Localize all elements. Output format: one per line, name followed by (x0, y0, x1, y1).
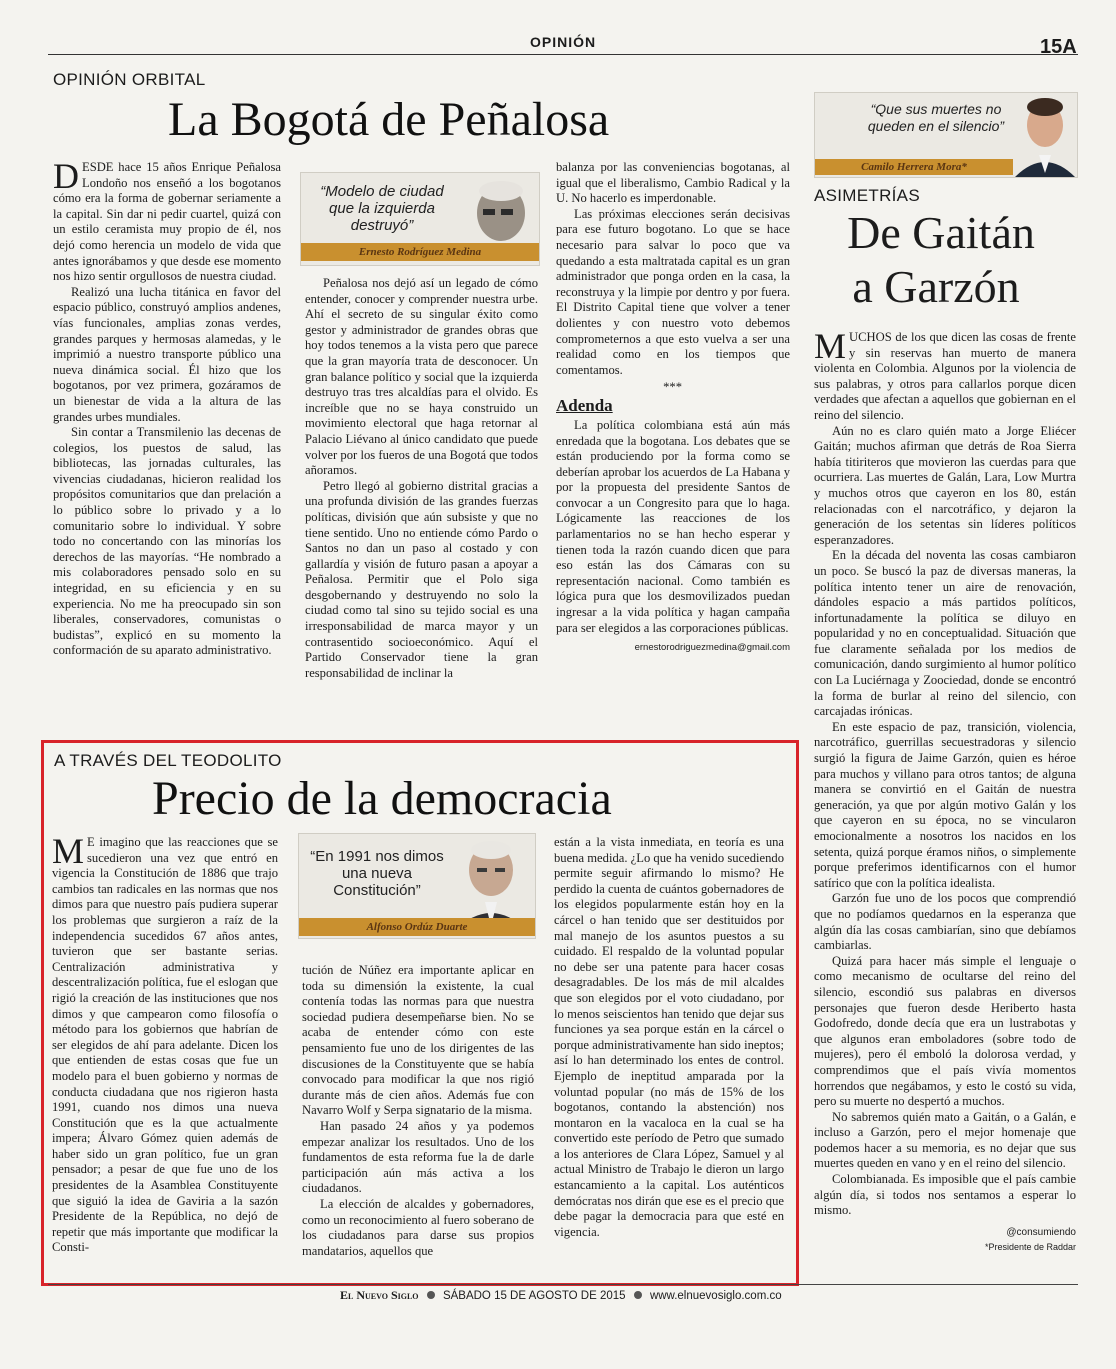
paragraph: Sin contar a Transmilenio las decenas de colegios, los puestos de salud, las bibliotecas, las jornadas culturales, las vivencias ciudadanas, hicieron realidad los propósitos comunitarios que dan prelación a lo público sobre lo privado y a lo comunitario sobre lo individual. Y sobre todo no concertando con las minorías los derechos de las mayorías. “He nombrado a mis colaboradores pensado solo en su integridad, en su eficiencia y en su experiencia. No me ha preocupado sin son liberales, conservadores, comunistas o budistas”, explicó en su momento la conformación de su aparato administrativo. (53, 425, 281, 658)
drop-cap: D (53, 156, 79, 196)
separator-stars: *** (663, 380, 682, 395)
author-byline: Ernesto Rodríguez Medina (301, 243, 539, 261)
paragraph: Quizá para hacer más simple el lenguaje o como mecanismo de ocultarse del reino del silencio, escondió sus palabras en diversos personajes que fueron desde Heriberto hasta Godofredo, donde decía que era un lustrabotas y que algunos eran emboladores (sobre todo de mujeres), pero él emboló la dolorosa verdad, y comprendimos que el país vivía momentos horrendos que negábamos, y esto le costó su vida, pero su muerte no despertó a muchos. (814, 953, 1076, 1109)
article-headline (806, 206, 1076, 314)
pull-quote: “Que sus muertes no queden en el silencio” (867, 101, 1005, 134)
footer-website[interactable]: www.elnuevosiglo.com.co (649, 1290, 782, 1302)
bullet-icon (427, 1291, 435, 1299)
page-number: 15A (1040, 36, 1077, 58)
paragraph: En la década del noventa las cosas cambiaron un poco. Se buscó la paz de diversas maneras, la política intento tener un aire de renovación, dándoles espacio a más partidos políticos, infortunadamente la política se diluyo en popularidad y no en conceptualidad. Situación que fue claramente señalada por los medios de comunicación, dando surgimiento al humor político con La Luciérnaga y Zoociedad, donde se encontró la forma de burlar al reino del silencio, con carcajadas irónicas. (814, 548, 1076, 719)
footer-date: SÁBADO 15 DE AGOSTO DE 2015 (442, 1290, 626, 1302)
page-footer (0, 1284, 1116, 1308)
article-gaitan-garzon (806, 60, 1076, 1280)
pull-quote: “Modelo de ciudad que la izquierda destruyó” (320, 183, 444, 234)
pull-quote: “En 1991 nos dimos una nueva Constitución” (310, 848, 444, 899)
paragraph: La política colombiana está aún más enredada que la bogotana. Los debates que se están produciendo por la forma como se deberían aprobar los acuerdos de La Habana y por la propuesta del presidente Santos de convocar a un Congresito para que lo haga. Lógicamente las reacciones de los parlamentarios no se han hecho esperar y tienen toda la razón cuando dicen que para eso están las dos Cámaras con su representación nacional. Como también es lógica pura que los desmovilizados puedan ingresar a la vida política y hagan campaña para ser elegidos a las corporaciones públicas. (556, 417, 790, 635)
paragraph: balanza por las conveniencias bogotanas, al igual que el liberalismo, Cambio Radical y la U. No hacerlo es imperdonable. (556, 160, 790, 206)
article-headline: Precio de la democracia (152, 772, 612, 825)
paragraph: Han pasado 24 años y ya podemos empezar analizar los resultados. Uno de los fundamentos de esta reforma fue la de darle participación aún más activa a los ciudadanos. (302, 1118, 534, 1196)
footer-rule (48, 1284, 1078, 1285)
paragraph: Petro llegó al gobierno distrital gracias a una profunda división de las grandes fuerzas políticas, división que aún subsiste y que no tiene sentido. Uno no entiende cómo Pardo o Santos no dan un paso al costado y con gallardía y visión de futuro pasan a apoyar a Peñalosa. Permitir que el Polo siga desgobernando y destruyendo no solo la ciudad como tal sino su tejido social es una irresponsabilidad de marca mayor y un contrasentido socioeconómico. Aquí el Partido Conservador tiene la gran responsabilidad de inclinar la (305, 478, 538, 680)
section-title: OPINIÓN (530, 34, 597, 50)
paragraph: Garzón fue uno de los pocos que comprendió que no podíamos quedarnos en la esperanza que algún día las cosas cambiarían, sino que debíamos cambiarlas. (814, 891, 1076, 953)
author-photo (1013, 93, 1077, 177)
paragraph: ESDE hace 15 años Enrique Peñalosa Londoño nos enseñó a los bogotanos cómo era la forma de gobernar seriamente a la capital. Sin dar ni pedir cuartel, quizá con un estilo ceramista muy propio de él, nos dejó como herencia un modelo de vida que antes ignorábamos y que desde ese momento nos hizo sentir orgullosos de nuestra ciudad. (53, 160, 281, 284)
bullet-icon (634, 1291, 642, 1299)
paragraph: En este espacio de paz, transición, violencia, narcotráfico, guerrillas secuestradoras y silencio surgió la figura de Jaime Garzón, quien es héroe para muchos y villano para otros tantos; de alguna manera se convirtió en el Gaitán de nuestra generación, ya que por algún motivo Galán y los que cayeron en su época, no se vincularon emocionalmente a nosotros los nacidos en los setenta, quizá porque éramos niños, o simplemente porque preferimos identificarnos con el humor satírico que con la política idealista. (814, 719, 1076, 890)
author-byline: Alfonso Ordúz Duarte (299, 918, 535, 936)
paragraph: La elección de alcaldes y gobernadores, como un reconocimiento al fuero soberano de los ciudadanos para darse sus propios mandatarios, aquellos que (302, 1196, 534, 1258)
footer-line (340, 1288, 782, 1303)
article-column-2 (302, 963, 534, 1259)
paragraph: UCHOS de los que dicen las cosas de frente y sin reservas han muerto de manera violenta en Colombia. Algunos por la violencia de sus palabras, y otros para callarlos porque dicen verdades que afectan a aquellos que gobiernan en el reino del silencio. (814, 330, 1076, 422)
paragraph: están a la vista inmediata, en teoría es una buena medida. ¿Lo que ha venido sucediendo permite seguir afirmando lo mismo? He perdido la cuenta de cuántos gobernadores de los elegidos popularmente están hoy en la cárcel o han tenido que ser destituidos por mal manejo de los asuntos puestos a su cuidado. El respaldo de la voluntad popular no debe ser una patente para hacer cosas desagradables. De los más de mil alcaldes que son elegidos por el voto ciudadano, por lo menos seiscientos han tenido que dejar sus funciones ya sea porque están en la cárcel o porque administrativamente han sido ineptos; así lo han determinado los entes de control. Ejemplo de ineptitud amparada por la voluntad popular (no más de 15% de los bogotanos, contando la abstención) nos montaron en la vacaloca en la cual se ha convertido este período de Petro que sumado a los anteriores de Clara López, Samuel y al actual Ministro de Trabajo le dieron un largo estancamiento a la capital. Los auténticos demócratas nos dirán que ese es el precio que debe pagar la democracia para que esté en vigencia. (554, 835, 784, 1239)
adenda-title: Adenda (556, 395, 613, 415)
article-democracia-highlight (41, 740, 799, 1286)
pull-quote-box (300, 172, 540, 266)
drop-cap: M (814, 326, 847, 366)
paragraph: tución de Núñez era importante aplicar en toda su dimensión la existente, la cual contenía todas las normas para que nuestra sociedad pudiera desempeñarse bien. No se acaba de entender cómo con este pensamiento fue uno de los dirigentes de las discusiones de la Constituyente que se había convocado para modificar la que nos rigió durante más de cien años. Además fue con Navarro Wolf y Serpa signatario de la misma. (302, 963, 534, 1118)
author-footnote: *Presidente de Raddar (984, 1242, 1076, 1253)
author-byline: Camilo Herrera Mora* (815, 159, 1013, 175)
article-bogota (0, 0, 800, 740)
paragraph: Realizó una lucha titánica en favor del espacio público, construyó amplios andenes, vías funcionales, amplias zonas verdes, grandes parques y hermosas alamedas, y le imprimió a nuestro transporte público una nueva dinámica social. Él hizo que los bogotanos, por vez primera, gozáramos de un bienestar de vida a la altura de las grandes urbes mundiales. (53, 284, 281, 424)
article-column-1 (52, 831, 278, 1256)
article-column-3 (556, 160, 790, 656)
paragraph: No sabremos quién mato a Gaitán, o a Galán, e incluso a Garzón, pero el mejor homenaje que podemos hacer a su memoria, es no dejar que sus muertes queden en vano y en el reino del silencio. (814, 1109, 1076, 1171)
paragraph: E imagino que las reacciones que se sucedieron una vez que entró en vigencia la Constitución de 1886 que trajo cambios tan radicales en las normas que nos dimos para que nuestro país pudiera superar los problemas que surgieron a raíz de la independencia sucedidos 67 años antes, tuvieron que ser bastante serias. Centralización administrativa y descentralización política, fue el eslogan que rigió la creación de las instituciones que nos dimos y que campearon como filosofía o método para los gobiernos que habrían de ser elegidos de ahí para adelante. Dicen los que entienden de estas cosas que fue un modelo para el buen gobierno y normas de conducta ciudadana que nos rigieron hasta 1991, cuando nos dimos una nueva Constitución que es la que actualmente impera; Álvaro Gómez quien además de haber sido un gran político, fue un gran pensador; a pesar de que fue uno de los presidentes de la Asamblea Constituyente que siguió la idea de Gaviria a la sazón Presidente de la República, no dejó de repetir que más importante que modificar la Consti- (52, 835, 278, 1255)
paragraph: Colombianada. Es imposible que el país cambie algún día, si todos nos sentamos a esperar lo mismo. (814, 1172, 1076, 1218)
article-column-3 (554, 835, 784, 1240)
article-column-2 (305, 276, 538, 681)
paragraph: Las próximas elecciones serán decisivas para ese futuro bogotano. Lo que se hace necesario para salvar lo poco que va quedando a esta maltratada capital es un gran administrador que ponga orden en la casa, la reconstruya y la limpie por dentro y por fuera. El Distrito Capital tiene que volver a tener dolientes y con nuestro voto debemos comprometernos a que esto vuelva a ser una realidad como en los tiempos que comentamos. (556, 206, 790, 377)
author-email: ernestorodriguezmedina@gmail.com (634, 642, 790, 654)
paragraph: Aún no es claro quién mato a Jorge Eliécer Gaitán; muchos afirman que detrás de Roa Sierra había titiriteros que movieron las cuerdas para que ocurriera. Las muertes de Galán, Lara, Low Murtra y muchos otros que cayeron en los 80, están relacionadas con el narcotráfico, y dejaron la generación de los setentas sin líderes políticos esperanzadores. (814, 423, 1076, 547)
article-headline: La Bogotá de Peñalosa (168, 93, 610, 146)
headline-line: De Gaitán (847, 207, 1035, 258)
pull-quote-box (814, 92, 1078, 178)
article-column-1 (53, 156, 281, 659)
drop-cap: M (52, 831, 85, 871)
article-kicker: ASIMETRÍAS (814, 186, 920, 205)
paragraph: Peñalosa nos dejó así un legado de cómo entender, conocer y comprender nuestra urbe. Ahí el secreto de su singular éxito como gestor y administrador de grandes obras que hoy todos tenemos a la vista pero que parece que la gran mayoría trata de desconocer. Un gran balance político y social que la izquierda destruyo tras tres alcaldías para el olvido. Es increíble que no se haya construido un movimiento electoral que haga retornar al Palacio Liévano al único candidato que puede volver por los fueros de una Bogotá que todos añoramos. (305, 276, 538, 478)
headline-line: a Garzón (852, 261, 1020, 312)
newspaper-name: El Nuevo Siglo (340, 1288, 419, 1302)
author-handle: @consumiendo (1006, 1226, 1076, 1238)
pull-quote-box (298, 833, 536, 939)
article-body (814, 326, 1076, 1256)
article-kicker: OPINIÓN ORBITAL (53, 70, 206, 89)
article-kicker: A TRAVÉS DEL TEODOLITO (54, 751, 282, 770)
